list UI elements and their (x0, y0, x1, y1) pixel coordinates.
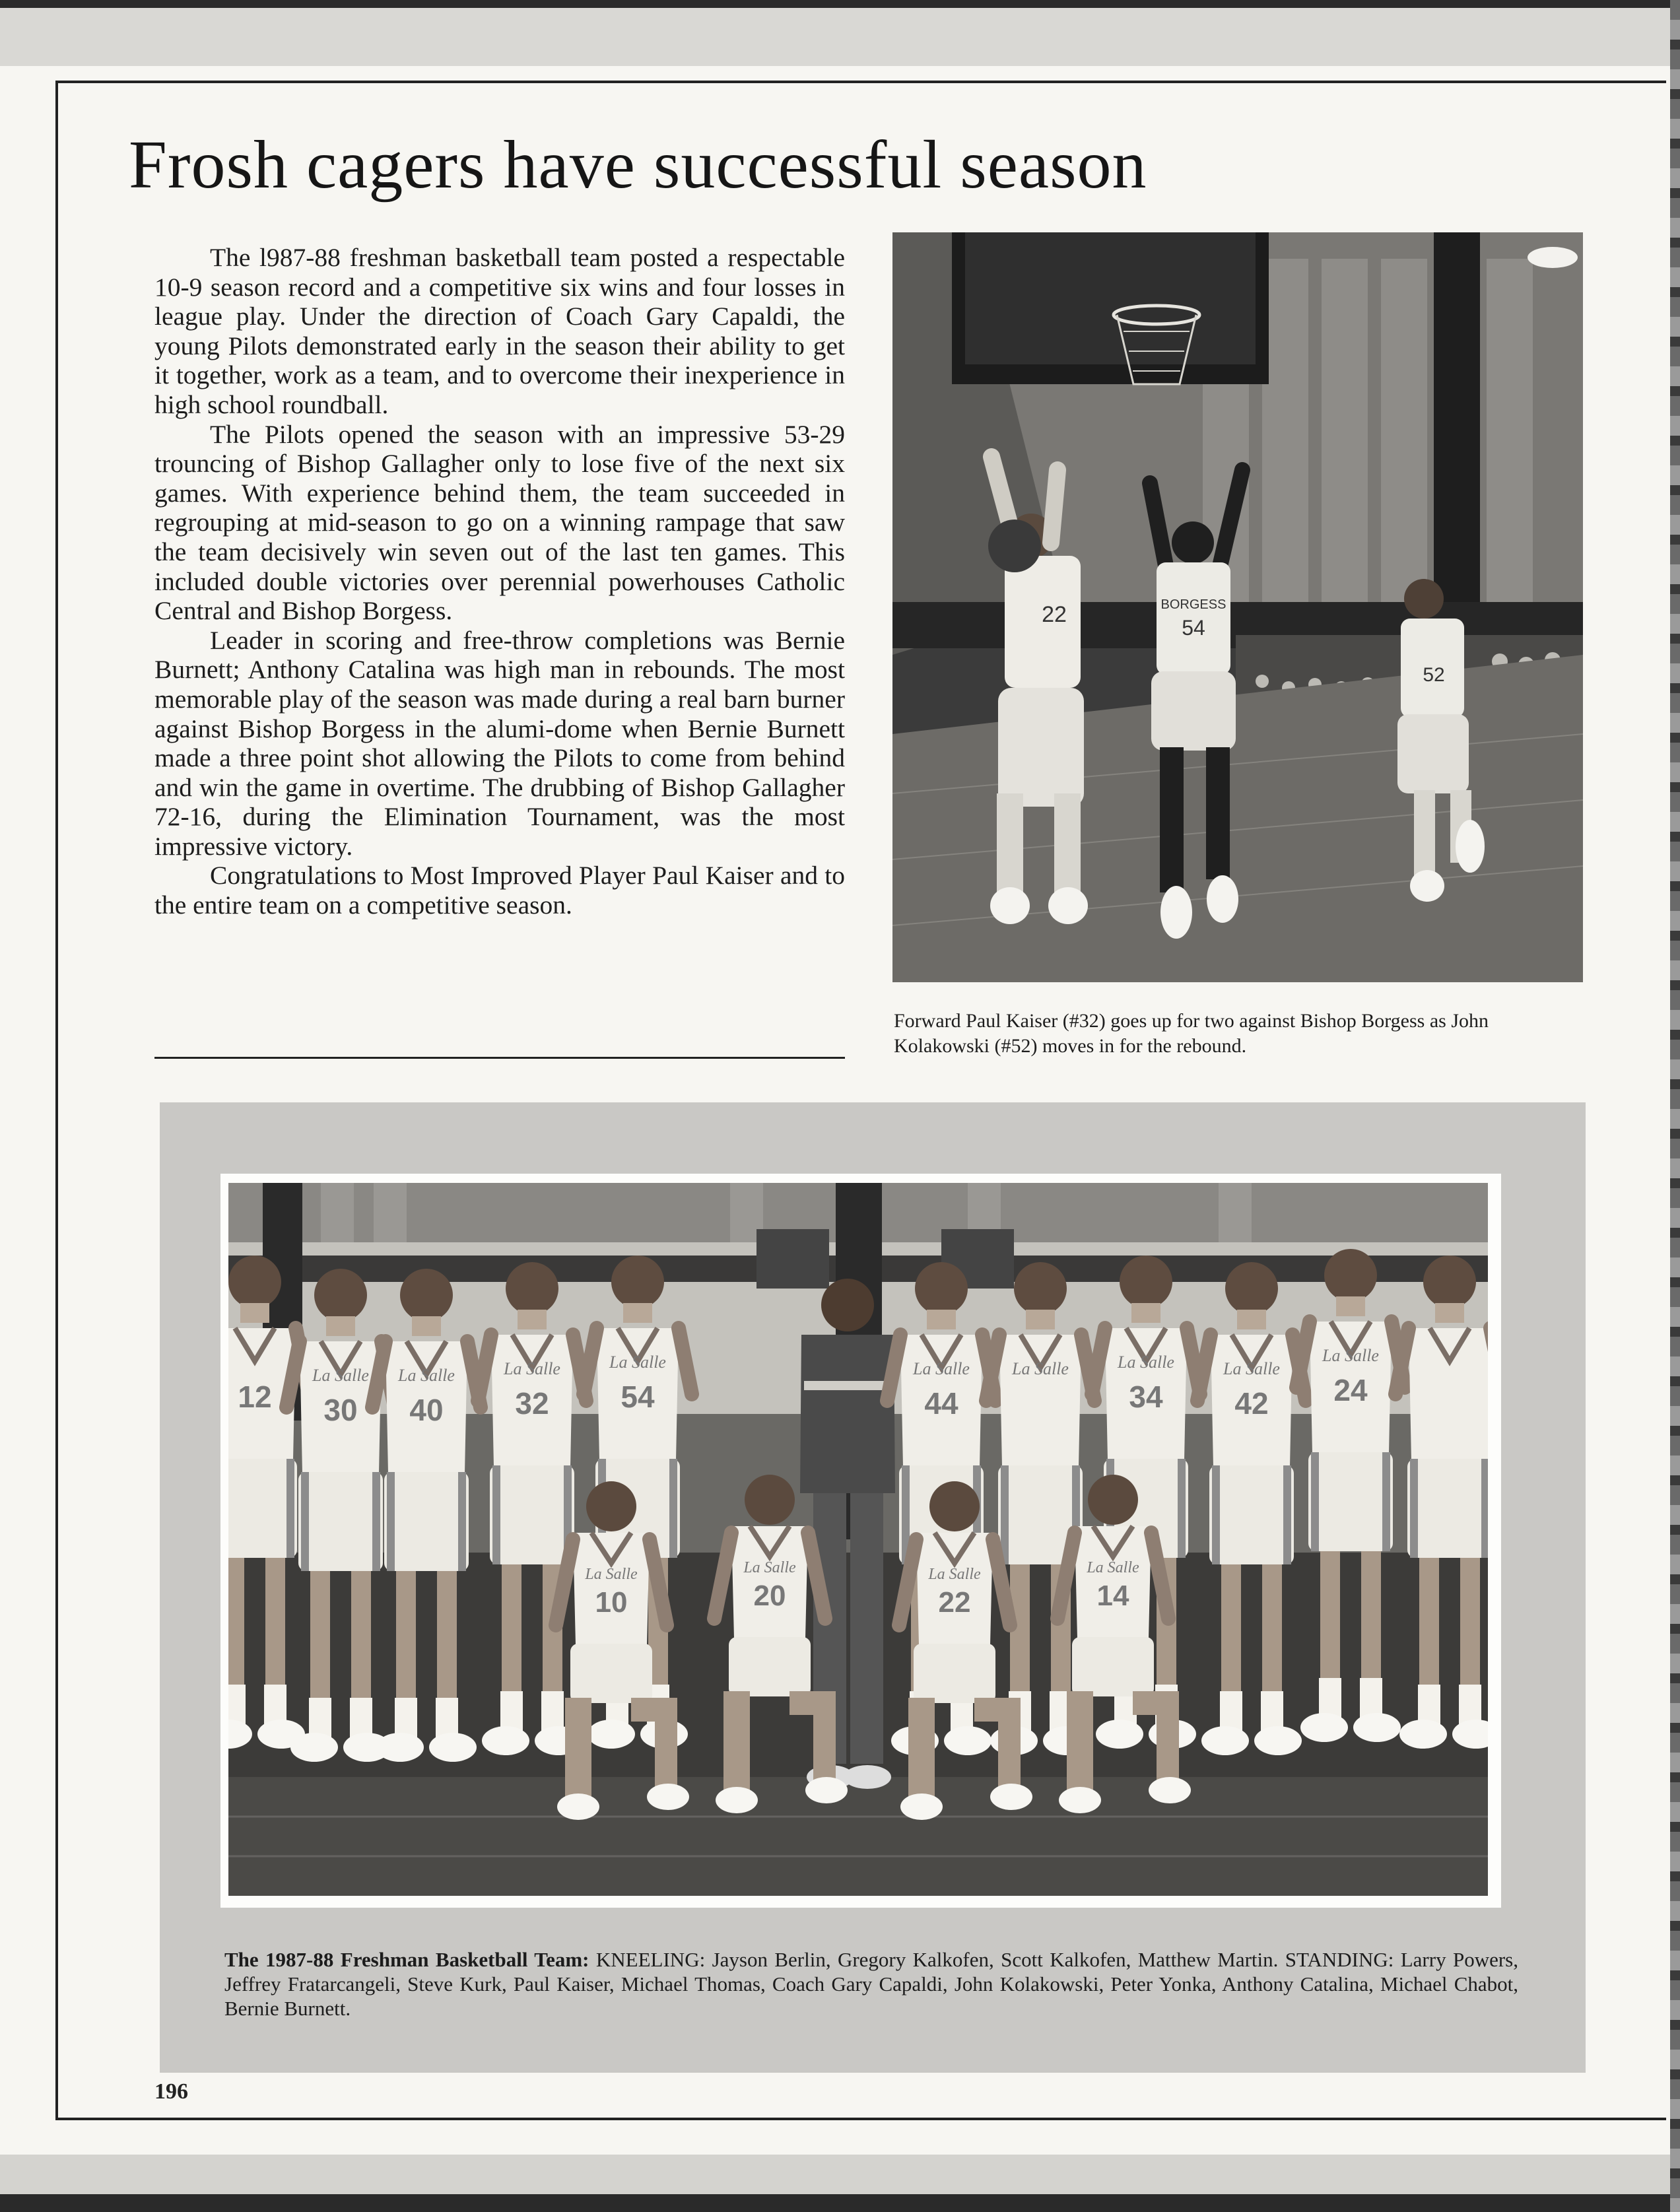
jersey-script: La Salle (312, 1366, 369, 1385)
jersey-number: 32 (515, 1386, 549, 1421)
action-photo-caption: Forward Paul Kaiser (#32) goes up for two against Bishop Borgess as John Kolakowski (#52) moves in for the rebound. (894, 1010, 1489, 1057)
jersey-number: 54 (1182, 616, 1205, 640)
article-rule (154, 1057, 845, 1059)
jersey-number: 20 (753, 1580, 786, 1612)
jersey-script: La Salle (1118, 1353, 1174, 1372)
jersey-script: La Salle (913, 1359, 970, 1378)
scan-bottom-band (0, 2155, 1670, 2194)
jersey-script: La Salle (504, 1359, 560, 1378)
jersey-number: 24 (1333, 1373, 1368, 1407)
article-paragraph: The l987-88 freshman basketball team posted a respectable 10-9 season record and a competitive six wins and four losses in league play. Under the direction of Coach Gary Capaldi, the young Pilots demonstrated early in the season their ability to get it together, work as a team, and to overcome their inexperience in high school roundball. (154, 243, 845, 419)
jersey-script: La Salle (1087, 1559, 1139, 1576)
jersey-number: 22 (1042, 602, 1067, 627)
scan-edge (1670, 0, 1680, 2212)
jersey-script: La Salle (585, 1566, 638, 1583)
team-photo-caption (224, 1947, 1518, 2021)
jersey-script: La Salle (398, 1366, 455, 1385)
page-number: 196 (154, 2079, 188, 2104)
jersey-number: 42 (1234, 1386, 1269, 1421)
jersey-script: La Salle (609, 1353, 666, 1372)
jersey-number: 10 (595, 1586, 628, 1619)
team-caption-lead: The 1987-88 Freshman Basketball Team: (224, 1948, 589, 1971)
jersey-number: 22 (938, 1586, 971, 1619)
jersey-number: 12 (238, 1380, 272, 1414)
article-body (154, 243, 845, 920)
article-paragraph: The Pilots opened the season with an impressive 53-29 trouncing of Bishop Gallagher only to lose five of the next six games. With experience behind them, the team succeeded in regrouping at mid-season to go on a winning rampage that saw the team decisively win seven out of the last ten games. This included double victories over perennial powerhouses Catholic Central and Bishop Borgess. (154, 419, 845, 626)
jersey-number: 14 (1096, 1580, 1129, 1612)
headline: Frosh cagers have successful season (129, 127, 1147, 203)
jersey-script: La Salle (1223, 1359, 1280, 1378)
team-photo-panel (160, 1102, 1586, 2073)
team-photo (228, 1183, 1488, 1896)
jersey-number: 34 (1129, 1380, 1163, 1414)
team-photo-illustration (228, 1183, 1488, 1896)
article-paragraph: Congratulations to Most Improved Player Paul Kaiser and to the entire team on a competitive season. (154, 861, 845, 920)
team-photo-frame (220, 1174, 1501, 1908)
jersey-number: 40 (409, 1393, 444, 1427)
jersey-number: 54 (621, 1380, 655, 1414)
jersey-team-name: BORGESS (1160, 597, 1226, 612)
jersey-number: 52 (1423, 664, 1445, 686)
action-photo-illustration (892, 232, 1583, 982)
jersey-script: La Salle (1012, 1359, 1069, 1378)
action-photo (892, 232, 1583, 982)
jersey-script: La Salle (743, 1559, 796, 1576)
jersey-script: La Salle (928, 1566, 981, 1583)
team-caption-names: KNEELING: Jayson Berlin, Gregory Kalkofen, Scott Kalkofen, Matthew Martin. STANDING: Larry Powers, Jeffrey Fratarcangeli, Steve Kurk, Paul Kaiser, Michael Thomas, Coach Gary Capaldi, John Kolakowski, Peter Yonka, Anthony Catalina, Michael Chabot, Bernie Burnett. (224, 1948, 1518, 2020)
jersey-number: 30 (323, 1393, 358, 1427)
scan-top-band (0, 8, 1670, 66)
article-paragraph: Leader in scoring and free-throw completions was Bernie Burnett; Anthony Catalina was high man in rebounds. The most memorable play of the season was made during a real barn burner against Bishop Borgess in the alumi-dome when Bernie Burnett made a three point shot allowing the Pilots to come from behind and win the game in overtime. The drubbing of Bishop Gallagher 72-16, during the Elimination Tournament, was the most impressive victory. (154, 625, 845, 861)
jersey-number: 44 (924, 1386, 958, 1421)
jersey-script: La Salle (1322, 1346, 1379, 1365)
